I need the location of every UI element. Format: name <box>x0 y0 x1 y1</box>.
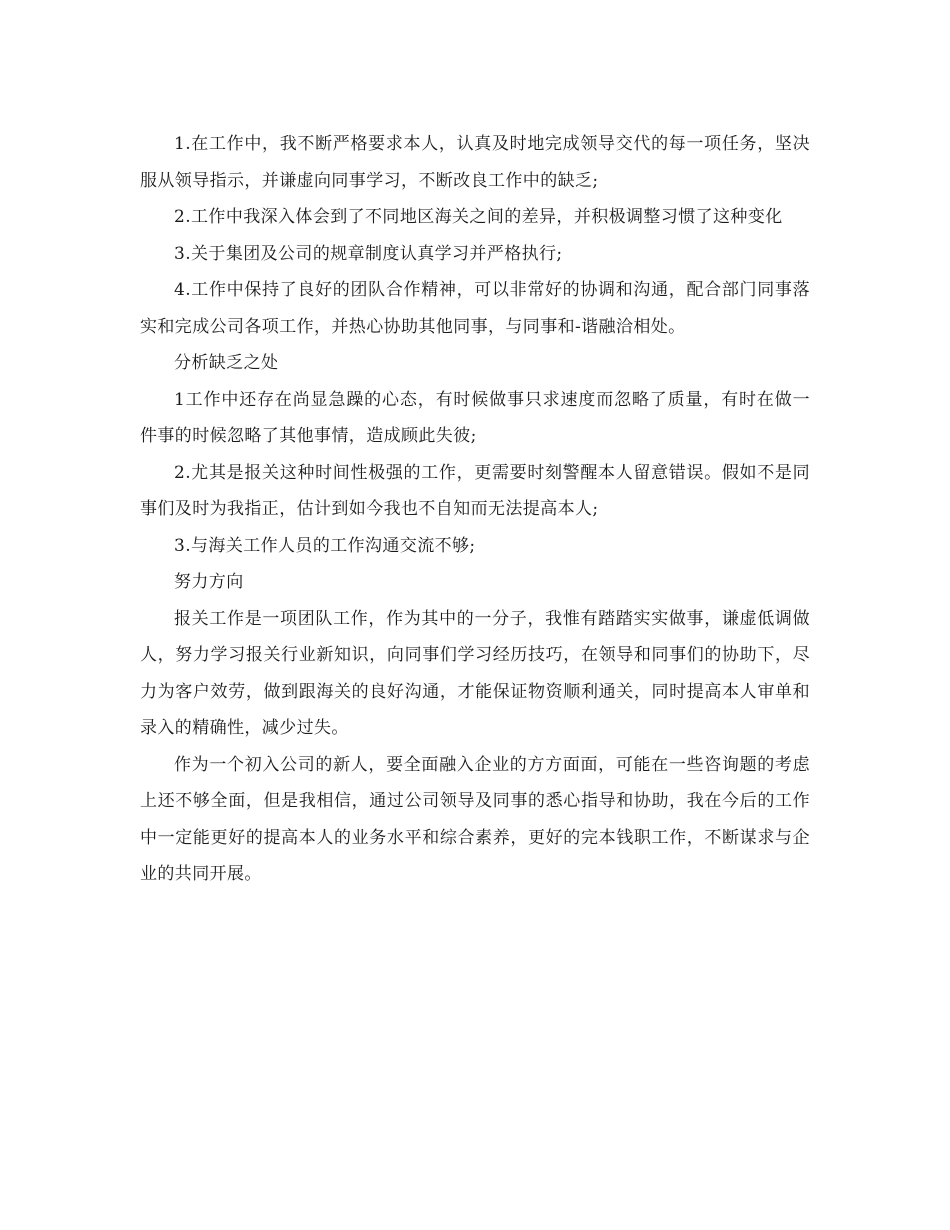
paragraph-achievement-4: 4.工作中保持了良好的团队合作精神，可以非常好的协调和沟通，配合部门同事落实和完成公司各项工作，并热心协助其他同事，与同事和-谐融洽相处。 <box>140 280 810 337</box>
paragraph-achievement-1: 1.在工作中，我不断严格要求本人，认真及时地完成领导交代的每一项任务，坚决服从领导指示，并谦虚向同事学习，不断改良工作中的缺乏; <box>140 134 810 191</box>
paragraph-shortcoming-3: 3.与海关工作人员的工作沟通交流不够; <box>174 535 476 556</box>
paragraph-achievement-2: 2.工作中我深入体会到了不同地区海关之间的差异，并积极调整习惯了这种变化 <box>174 207 783 227</box>
paragraph-direction-2: 作为一个初入公司的新人，要全面融入企业的方方面面，可能在一些咨询题的考虑上还不够全面，但是我相信，通过公司领导及同事的悉心指导和协助，我在今后的工作中一定能更好的提高本人的业务水平和综合素养，更好的完本钱职工作，不断谋求与企业的共同开展。 <box>140 754 810 884</box>
paragraph-shortcoming-2: 2.尤其是报关这种时间性极强的工作，更需要时刻警醒本人留意错误。假如不是同事们及时为我指正，估计到如今我也不自知而无法提高本人; <box>140 462 810 519</box>
section-heading-direction: 努力方向 <box>174 572 244 592</box>
section-heading-shortcomings: 分析缺乏之处 <box>174 353 279 373</box>
paragraph-direction-1: 报关工作是一项团队工作，作为其中的一分子，我惟有踏踏实实做事，谦虚低调做人，努力学习报关行业新知识，向同事们学习经历技巧，在领导和同事们的协助下，尽力为客户效劳，做到跟海关的良好沟通，才能保证物资顺利通关，同时提高本人审单和录入的精确性，减少过失。 <box>140 608 810 738</box>
paragraph-achievement-3: 3.关于集团及公司的规章制度认真学习并严格执行; <box>174 243 563 264</box>
document-body <box>140 126 810 893</box>
paragraph-shortcoming-1: 1工作中还存在尚显急躁的心态，有时候做事只求速度而忽略了质量，有时在做一件事的时候忽略了其他事情，造成顾此失彼; <box>140 389 810 446</box>
